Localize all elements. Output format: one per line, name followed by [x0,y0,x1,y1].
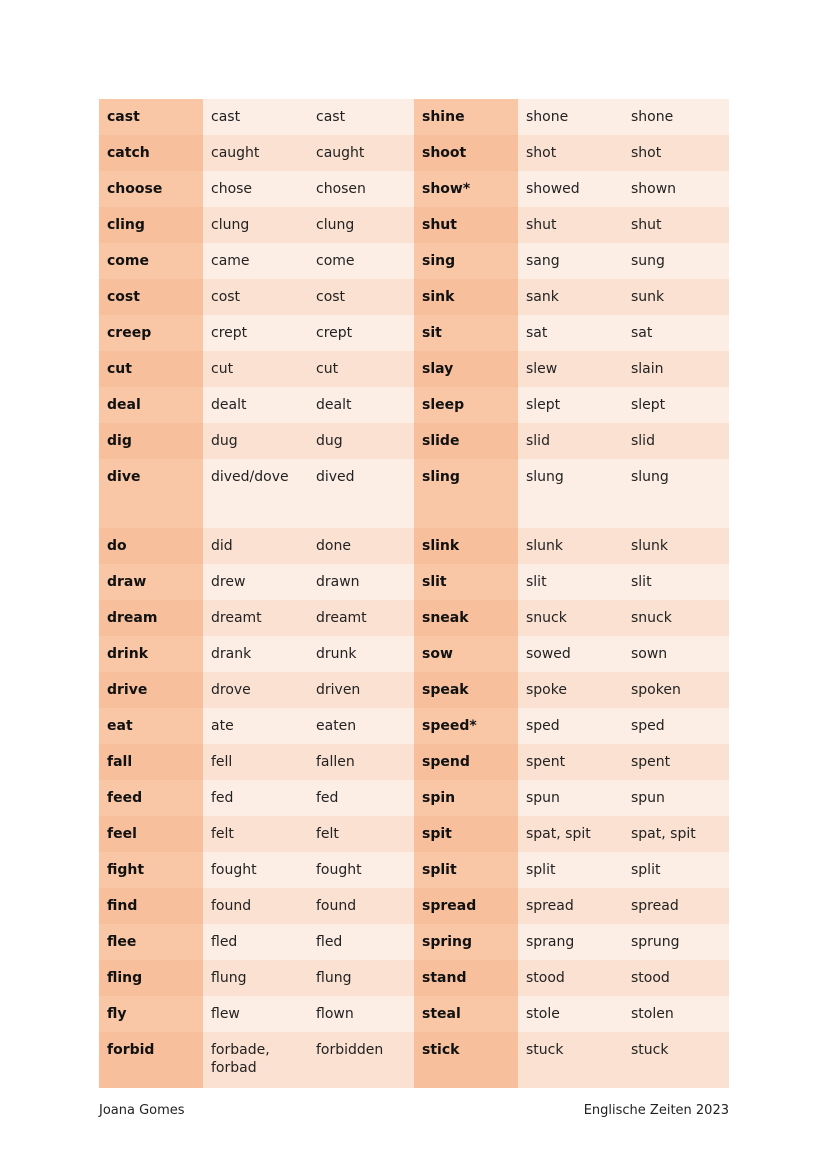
cell-infinitive-right: sleep [414,387,518,423]
cell-past-simple-right: slept [518,387,623,423]
cell-past-simple-left: did [203,528,308,564]
cell-past-participle-right: slept [623,387,729,423]
cell-infinitive-right: shoot [414,135,518,171]
cell-past-simple-right: showed [518,171,623,207]
cell-infinitive-right: sing [414,243,518,279]
cell-infinitive-left: flee [99,924,203,960]
cell-past-simple-left: found [203,888,308,924]
cell-past-simple-left: drank [203,636,308,672]
cell-infinitive-right: shine [414,99,518,135]
cell-past-participle-right: sung [623,243,729,279]
cell-infinitive-right: spring [414,924,518,960]
cell-past-participle-left: done [308,528,414,564]
cell-infinitive-right: split [414,852,518,888]
cell-past-participle-left: come [308,243,414,279]
cell-past-simple-left: cost [203,279,308,315]
cell-infinitive-left: cast [99,99,203,135]
cell-infinitive-left: find [99,888,203,924]
cell-past-participle-left: clung [308,207,414,243]
cell-infinitive-right: sneak [414,600,518,636]
cell-past-simple-left: dug [203,423,308,459]
cell-past-participle-right: slung [623,459,729,528]
cell-infinitive-left: draw [99,564,203,600]
cell-past-participle-left: fled [308,924,414,960]
cell-past-simple-left: crept [203,315,308,351]
cell-past-participle-right: spat, spit [623,816,729,852]
cell-past-simple-right: sprang [518,924,623,960]
footer-author: Joana Gomes [99,1103,185,1118]
cell-past-simple-right: shut [518,207,623,243]
cell-past-participle-right: slain [623,351,729,387]
cell-past-simple-left: ate [203,708,308,744]
cell-past-simple-left: fell [203,744,308,780]
cell-infinitive-right: shut [414,207,518,243]
cell-infinitive-left: drive [99,672,203,708]
cell-past-participle-right: shot [623,135,729,171]
cell-past-participle-right: sunk [623,279,729,315]
cell-past-simple-right: sat [518,315,623,351]
cell-past-simple-right: shone [518,99,623,135]
cell-past-participle-right: shone [623,99,729,135]
cell-past-simple-right: stood [518,960,623,996]
cell-past-participle-left: dived [308,459,414,528]
cell-past-participle-left: flung [308,960,414,996]
cell-infinitive-left: fly [99,996,203,1032]
cell-infinitive-right: spread [414,888,518,924]
cell-past-simple-right: spoke [518,672,623,708]
cell-infinitive-right: show* [414,171,518,207]
cell-past-simple-left: chose [203,171,308,207]
cell-infinitive-right: spin [414,780,518,816]
cell-infinitive-right: slink [414,528,518,564]
cell-past-simple-left: fed [203,780,308,816]
cell-past-simple-left: drove [203,672,308,708]
cell-infinitive-right: sink [414,279,518,315]
cell-past-participle-right: sown [623,636,729,672]
cell-past-simple-right: slunk [518,528,623,564]
verb-table [99,99,729,1088]
cell-past-simple-left: came [203,243,308,279]
cell-past-participle-left: fed [308,780,414,816]
cell-past-simple-left: felt [203,816,308,852]
cell-past-participle-left: crept [308,315,414,351]
cell-past-simple-right: spun [518,780,623,816]
cell-infinitive-right: spend [414,744,518,780]
cell-past-participle-right: slid [623,423,729,459]
cell-past-participle-left: flown [308,996,414,1032]
cell-past-simple-left: fought [203,852,308,888]
cell-infinitive-right: slit [414,564,518,600]
cell-infinitive-right: speak [414,672,518,708]
cell-infinitive-left: feed [99,780,203,816]
cell-past-participle-right: spread [623,888,729,924]
cell-past-participle-left: chosen [308,171,414,207]
cell-past-participle-left: caught [308,135,414,171]
cell-past-simple-left: caught [203,135,308,171]
cell-infinitive-left: cut [99,351,203,387]
cell-infinitive-left: dig [99,423,203,459]
cell-infinitive-left: forbid [99,1032,203,1088]
cell-past-simple-right: slit [518,564,623,600]
cell-past-simple-right: stole [518,996,623,1032]
cell-infinitive-left: fall [99,744,203,780]
cell-past-simple-left: drew [203,564,308,600]
cell-past-participle-right: stuck [623,1032,729,1088]
cell-past-simple-left: forbade, forbad [203,1032,308,1088]
cell-past-participle-right: spoken [623,672,729,708]
cell-past-simple-left: flew [203,996,308,1032]
cell-past-participle-right: sprung [623,924,729,960]
cell-infinitive-right: sit [414,315,518,351]
footer-title: Englische Zeiten 2023 [583,1103,729,1118]
cell-past-simple-right: split [518,852,623,888]
cell-infinitive-left: creep [99,315,203,351]
cell-infinitive-left: do [99,528,203,564]
cell-past-simple-right: spent [518,744,623,780]
cell-infinitive-right: spit [414,816,518,852]
cell-past-participle-left: found [308,888,414,924]
cell-infinitive-left: catch [99,135,203,171]
cell-infinitive-left: fling [99,960,203,996]
cell-past-simple-right: slew [518,351,623,387]
cell-past-participle-left: eaten [308,708,414,744]
cell-past-simple-left: dealt [203,387,308,423]
cell-infinitive-left: come [99,243,203,279]
cell-infinitive-right: steal [414,996,518,1032]
cell-past-participle-right: shown [623,171,729,207]
cell-infinitive-right: sling [414,459,518,528]
cell-infinitive-left: fight [99,852,203,888]
cell-past-participle-left: cast [308,99,414,135]
cell-past-simple-right: sang [518,243,623,279]
cell-past-simple-right: shot [518,135,623,171]
cell-past-participle-left: cut [308,351,414,387]
cell-past-participle-left: dreamt [308,600,414,636]
cell-past-participle-left: drunk [308,636,414,672]
cell-infinitive-left: drink [99,636,203,672]
cell-past-simple-left: flung [203,960,308,996]
cell-past-participle-right: slunk [623,528,729,564]
cell-past-simple-left: dived/dove [203,459,308,528]
cell-infinitive-left: feel [99,816,203,852]
cell-past-participle-right: sped [623,708,729,744]
cell-past-participle-right: snuck [623,600,729,636]
cell-past-simple-left: dreamt [203,600,308,636]
cell-infinitive-left: cost [99,279,203,315]
cell-past-participle-right: sat [623,315,729,351]
cell-past-simple-left: clung [203,207,308,243]
cell-infinitive-right: slay [414,351,518,387]
cell-past-participle-left: fought [308,852,414,888]
cell-past-participle-right: spun [623,780,729,816]
cell-infinitive-left: choose [99,171,203,207]
cell-past-participle-left: dug [308,423,414,459]
cell-past-simple-right: stuck [518,1032,623,1088]
cell-infinitive-left: cling [99,207,203,243]
cell-past-participle-right: slit [623,564,729,600]
cell-infinitive-right: sow [414,636,518,672]
cell-past-simple-right: spat, spit [518,816,623,852]
cell-past-simple-right: sank [518,279,623,315]
cell-past-simple-right: slid [518,423,623,459]
cell-infinitive-right: slide [414,423,518,459]
cell-past-simple-left: cut [203,351,308,387]
cell-infinitive-left: dive [99,459,203,528]
cell-past-simple-right: sowed [518,636,623,672]
cell-past-participle-left: drawn [308,564,414,600]
cell-infinitive-left: dream [99,600,203,636]
cell-past-simple-left: cast [203,99,308,135]
cell-past-participle-left: fallen [308,744,414,780]
cell-past-participle-right: split [623,852,729,888]
cell-infinitive-left: eat [99,708,203,744]
cell-infinitive-right: speed* [414,708,518,744]
cell-past-simple-right: slung [518,459,623,528]
cell-past-simple-right: sped [518,708,623,744]
cell-past-participle-right: shut [623,207,729,243]
cell-past-simple-right: spread [518,888,623,924]
cell-past-simple-left: fled [203,924,308,960]
cell-past-participle-left: dealt [308,387,414,423]
cell-infinitive-right: stick [414,1032,518,1088]
cell-past-participle-left: felt [308,816,414,852]
cell-past-participle-right: stood [623,960,729,996]
cell-infinitive-left: deal [99,387,203,423]
cell-past-participle-left: forbidden [308,1032,414,1088]
cell-past-participle-left: driven [308,672,414,708]
cell-past-participle-right: spent [623,744,729,780]
cell-past-participle-right: stolen [623,996,729,1032]
cell-past-participle-left: cost [308,279,414,315]
cell-infinitive-right: stand [414,960,518,996]
cell-past-simple-right: snuck [518,600,623,636]
